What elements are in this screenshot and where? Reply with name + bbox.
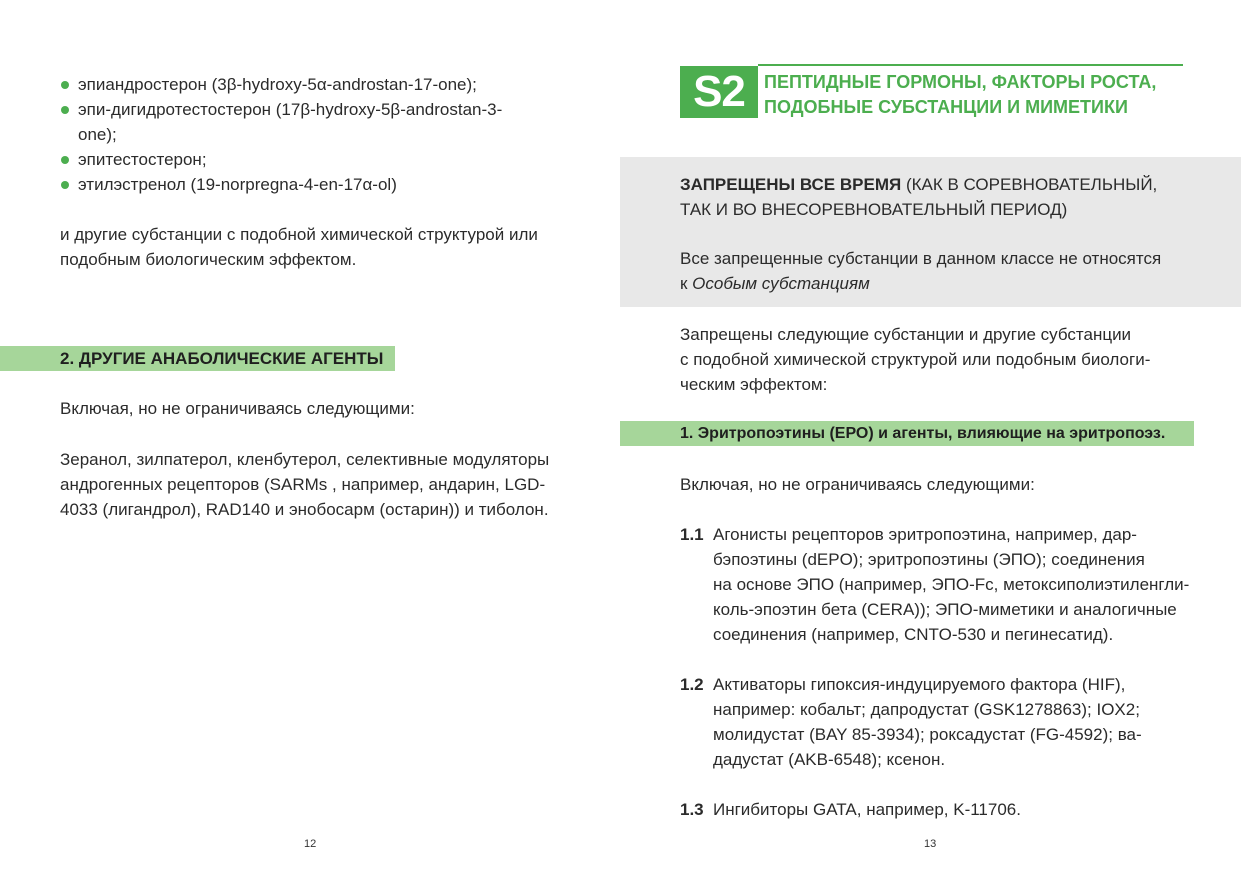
- substance-list: [60, 72, 560, 197]
- section-heading: 2. ДРУГИЕ АНАБОЛИЧЕСКИЕ АГЕНТЫ: [60, 349, 384, 368]
- right-page: [620, 0, 1241, 875]
- item-text: Ингибиторы GATA, например, K-11706.: [713, 800, 1021, 819]
- item-number: 1.1: [680, 525, 704, 544]
- bullet-icon: [61, 106, 69, 114]
- item-text: Активаторы гипоксия-индуцируемого фактора (HIF), например: кобальт; дапродустат (GSK1278863); IOX2; молидустат (BAY 85-3934); роксадустат (FG-4592); ва- дадустат (AKB-6548); ксенон.: [713, 675, 1142, 769]
- similar-substances-text: и другие субстанции с подобной химической структурой или подобным биологическим эффектом.: [60, 225, 538, 269]
- item-text: Агонисты рецепторов эритропоэтина, например, дар- бэпоэтины (dEPO); эритропоэтины (ЭПО); соединения на основе ЭПО (например, ЭПО-Fc, метоксиполиэтиленгли- коль-эпоэтин бета (CERA)); ЭПО-миметики и аналогичные соединения (например, CNTO-530 и пегинесатид).: [713, 525, 1190, 644]
- including-text: Включая, но не ограничиваясь следующими:: [680, 475, 1035, 494]
- list-item: [680, 522, 1190, 647]
- list-item: этилэстренол (19-norpregna-4-en-17α-ol): [60, 172, 560, 197]
- page-number: 12: [304, 838, 317, 850]
- left-page: [0, 0, 620, 875]
- including-text: Включая, но не ограничиваясь следующими:: [60, 399, 415, 418]
- anabolic-agents-text: Зеранол, зилпатерол, кленбутерол, селективные модуляторы андрогенных рецепторов (SARMs , например, андарин, LGD- 4033 (лигандрол), RAD140 и энобосарм (остарин)) и тиболон.: [60, 450, 550, 519]
- item-number: 1.3: [680, 800, 704, 819]
- section-title: ПЕПТИДНЫЕ ГОРМОНЫ, ФАКТОРЫ РОСТА, ПОДОБНЫЕ СУБСТАНЦИИ И МИМЕТИКИ: [764, 72, 1157, 117]
- item-number: 1.2: [680, 675, 704, 694]
- list-item: эпитестостерон;: [60, 147, 560, 172]
- bullet-icon: [61, 181, 69, 189]
- title-rule: [758, 64, 1183, 66]
- not-specified-note: Все запрещенные субстанции в данном классе не относятся к Особым субстанциям: [680, 249, 1162, 293]
- list-item: эпи-дигидротестостерон (17β-hydroxy-5β-androstan-3- one);: [60, 97, 560, 147]
- section-badge: S2: [680, 66, 758, 118]
- bullet-icon: [61, 156, 69, 164]
- list-item: [680, 672, 1185, 772]
- list-item: [680, 797, 1185, 822]
- prohibited-at-all-times: ЗАПРЕЩЕНЫ ВСЕ ВРЕМЯ (КАК В СОРЕВНОВАТЕЛЬНЫЙ, ТАК И ВО ВНЕСОРЕВНОВАТЕЛЬНЫЙ ПЕРИОД): [680, 175, 1158, 219]
- page-number: 13: [924, 838, 937, 850]
- bullet-icon: [61, 81, 69, 89]
- intro-text: Запрещены следующие субстанции и другие субстанции с подобной химической структурой или подобным биологи- ческим эффектом:: [680, 325, 1151, 394]
- list-item: эпиандростерон (3β-hydroxy-5α-androstan-17-one);: [60, 72, 560, 97]
- section-heading: 1. Эритропоэтины (ЕРО) и агенты, влияющие на эритропоэз.: [680, 425, 1166, 442]
